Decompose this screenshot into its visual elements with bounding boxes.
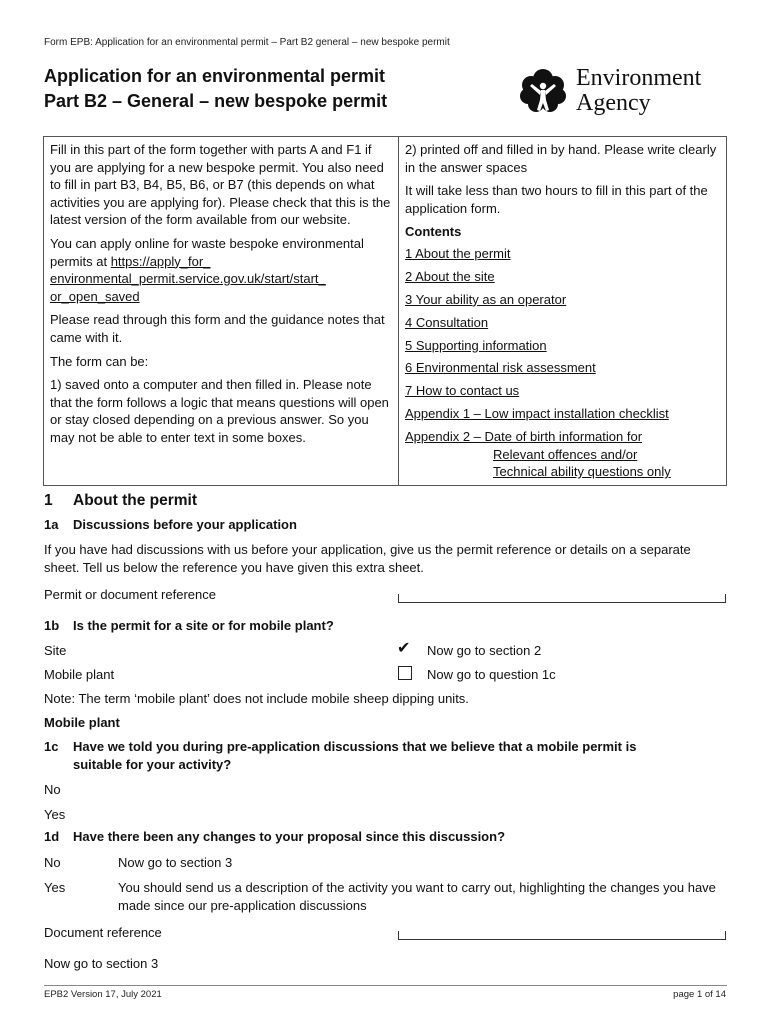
logo-wordmark: [576, 66, 701, 116]
intro-right-paragraph-1: 2) printed off and filled in by hand. Please write clearly in the answer spaces: [405, 142, 717, 175]
toc-appendix-2-line-3[interactable]: Technical ability questions only: [493, 464, 671, 480]
apply-online-link-cont[interactable]: environmental_permit.service.gov.uk/start/start_: [50, 271, 326, 287]
final-next-instruction: Now go to section 3: [44, 956, 159, 971]
site-checkbox[interactable]: ✔: [397, 640, 411, 657]
mobile-plant-checkbox[interactable]: [398, 666, 412, 680]
document-ref-input[interactable]: [398, 931, 726, 940]
question-1a-number: 1a: [44, 517, 59, 532]
section-1-number: 1: [44, 492, 53, 509]
mobile-plant-next-instruction: Now go to question 1c: [427, 667, 556, 682]
intro-paragraph-1: Fill in this part of the form together with parts A and F1 if you are applying for a new bespoke permit. You also need to fill in part B3, B4, B5, B6, or B7 (this depends on what activities you are applying for). Please check that this is the latest version of the form available from our website.: [50, 142, 391, 228]
question-1b-heading: Is the permit for a site or for mobile plant?: [73, 618, 334, 633]
toc-item-7[interactable]: 7 How to contact us: [405, 383, 520, 399]
question-1d-heading: Have there been any changes to your proposal since this discussion?: [73, 829, 506, 844]
question-1d-no[interactable]: No: [44, 855, 61, 870]
question-1a-text: If you have had discussions with us before your application, give us the permit reference or details on a separate sheet. Tell us below the reference you have given this extra sheet.: [44, 542, 691, 575]
toc-item-1[interactable]: 1 About the permit: [405, 245, 511, 261]
intro-paragraph-5: 1) saved onto a computer and then filled in. Please note that the form follows a logic that means questions will open or stay closed depending on a previous answer. So you may not be able to enter text in some boxes.: [50, 377, 389, 445]
question-1c-number: 1c: [44, 739, 59, 754]
site-next-instruction: Now go to section 2: [427, 643, 542, 658]
permit-ref-input[interactable]: [398, 594, 726, 603]
intro-right-column: [405, 141, 723, 481]
toc-appendix-1[interactable]: Appendix 1 – Low impact installation checklist: [405, 406, 669, 422]
question-1c-heading-cont: suitable for your activity?: [73, 757, 232, 772]
toc-item-6[interactable]: 6 Environmental risk assessment: [405, 360, 596, 376]
logo-line-1: Environment: [576, 65, 702, 91]
footer-version: EPB2 Version 17, July 2021: [44, 989, 162, 1000]
section-1-heading: About the permit: [73, 492, 197, 509]
running-header: Form EPB: Application for an environmental permit – Part B2 general – new bespoke permit: [44, 37, 450, 48]
mobile-plant-note: Note: The term ‘mobile plant’ does not include mobile sheep dipping units.: [44, 691, 469, 706]
question-1d-yes-text: You should send us a description of the activity you want to carry out, highlighting the changes you have made since our pre-application discussions: [118, 880, 716, 913]
question-1c-yes[interactable]: Yes: [44, 807, 66, 822]
question-1c-no[interactable]: No: [44, 782, 61, 797]
question-1a-heading: Discussions before your application: [73, 517, 297, 532]
logo-line-2: Agency: [576, 90, 651, 116]
form-subtitle: Part B2 – General – new bespoke permit: [44, 91, 388, 111]
toc-item-4[interactable]: 4 Consultation: [405, 314, 489, 330]
apply-online-link[interactable]: https://apply_for_: [110, 253, 211, 269]
tree-figure-icon: [516, 64, 570, 118]
permit-ref-label: Permit or document reference: [44, 587, 216, 602]
mobile-plant-heading: Mobile plant: [44, 715, 120, 730]
question-1d-no-next: Now go to section 3: [118, 855, 233, 870]
environment-agency-logo: [516, 64, 730, 120]
toc-item-3[interactable]: 3 Your ability as an operator: [405, 291, 567, 307]
document-ref-label: Document reference: [44, 925, 162, 940]
online-apply-text: You can apply online for waste bespoke environmental permits at: [50, 235, 364, 269]
footer-rule: [44, 985, 727, 986]
intro-paragraph-3: Please read through this form and the guidance notes that came with it.: [50, 312, 385, 345]
question-1b-number: 1b: [44, 618, 60, 633]
intro-paragraph-4: The form can be:: [50, 353, 149, 369]
question-1d-yes[interactable]: Yes: [44, 880, 66, 895]
intro-box-divider: [398, 136, 399, 486]
toc-item-2[interactable]: 2 About the site: [405, 268, 495, 284]
footer-page-number: page 1 of 14: [673, 989, 726, 1000]
mobile-plant-label: Mobile plant: [44, 667, 115, 682]
intro-left-column: [50, 141, 395, 453]
contents-heading: Contents: [405, 224, 462, 240]
toc-item-5[interactable]: 5 Supporting information: [405, 337, 547, 353]
site-label: Site: [44, 643, 67, 658]
question-1c-heading: Have we told you during pre-application discussions that we believe that a mobile permit is: [73, 739, 637, 754]
toc-appendix-2[interactable]: Appendix 2 – Date of birth information for: [405, 429, 643, 445]
intro-paragraph-2: [50, 235, 395, 305]
toc-appendix-2-line-2[interactable]: Relevant offences and/or: [493, 446, 638, 462]
apply-online-link-end[interactable]: or_open_saved: [50, 288, 140, 304]
question-1d-number: 1d: [44, 829, 60, 844]
form-title: Application for an environmental permit: [44, 66, 386, 86]
intro-right-paragraph-2: It will take less than two hours to fill in this part of the application form.: [405, 183, 708, 216]
